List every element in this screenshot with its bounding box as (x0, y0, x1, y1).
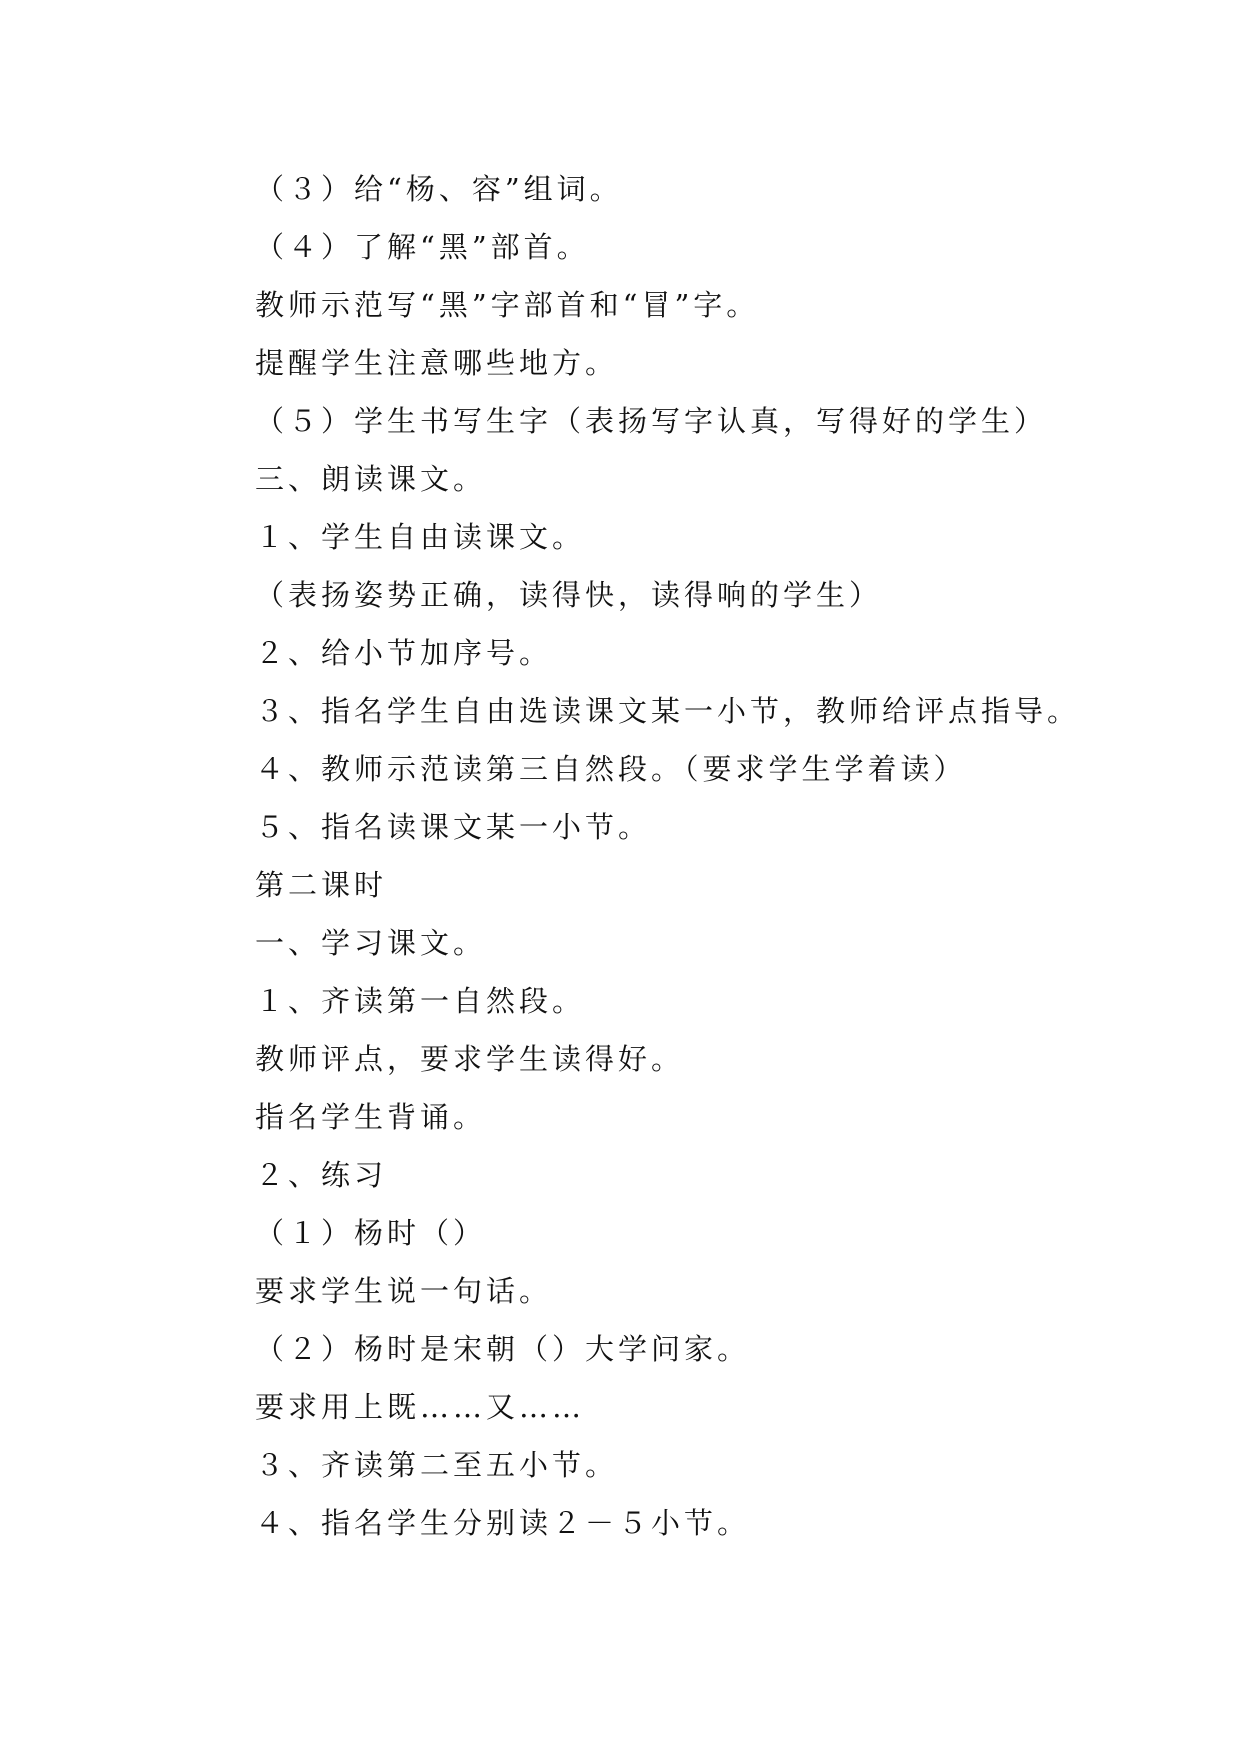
text-line: 指名学生背诵。 (255, 1100, 487, 1134)
text-line: （１）杨时（） (255, 1216, 487, 1250)
text-line: （４）了解“黑”部首。 (255, 230, 590, 264)
text-line: ４、指名学生分别读２－５小节。 (255, 1506, 751, 1540)
section-heading: 一、学习课文。 (255, 926, 487, 960)
text-line: ３、指名学生自由选读课文某一小节，教师给评点指导。 (255, 694, 1081, 728)
text-line: ３、齐读第二至五小节。 (255, 1448, 619, 1482)
text-line: ５、指名读课文某一小节。 (255, 810, 652, 844)
lesson-heading: 第二课时 (255, 868, 388, 902)
text-line: 教师示范写“黑”字部首和“冒”字。 (255, 288, 760, 322)
text-line: （２）杨时是宋朝（）大学问家。 (255, 1332, 751, 1366)
text-line: 提醒学生注意哪些地方。 (255, 346, 619, 380)
text-line: ４、教师示范读第三自然段。（要求学生学着读） (255, 752, 967, 786)
text-line: （３）给“杨、容”组词。 (255, 172, 623, 206)
text-line: １、齐读第一自然段。 (255, 984, 586, 1018)
text-line: ２、给小节加序号。 (255, 636, 553, 670)
text-line: 教师评点，要求学生读得好。 (255, 1042, 685, 1076)
section-heading: 三、朗读课文。 (255, 462, 487, 496)
text-line: （５）学生书写生字（表扬写字认真，写得好的学生） (255, 404, 1048, 438)
text-line: ２、练习 (255, 1158, 388, 1192)
text-line: （表扬姿势正确，读得快，读得响的学生） (255, 578, 883, 612)
text-line: １、学生自由读课文。 (255, 520, 586, 554)
text-line: 要求学生说一句话。 (255, 1274, 553, 1308)
text-line: 要求用上既……又…… (255, 1390, 586, 1424)
document-body (255, 160, 1155, 1552)
